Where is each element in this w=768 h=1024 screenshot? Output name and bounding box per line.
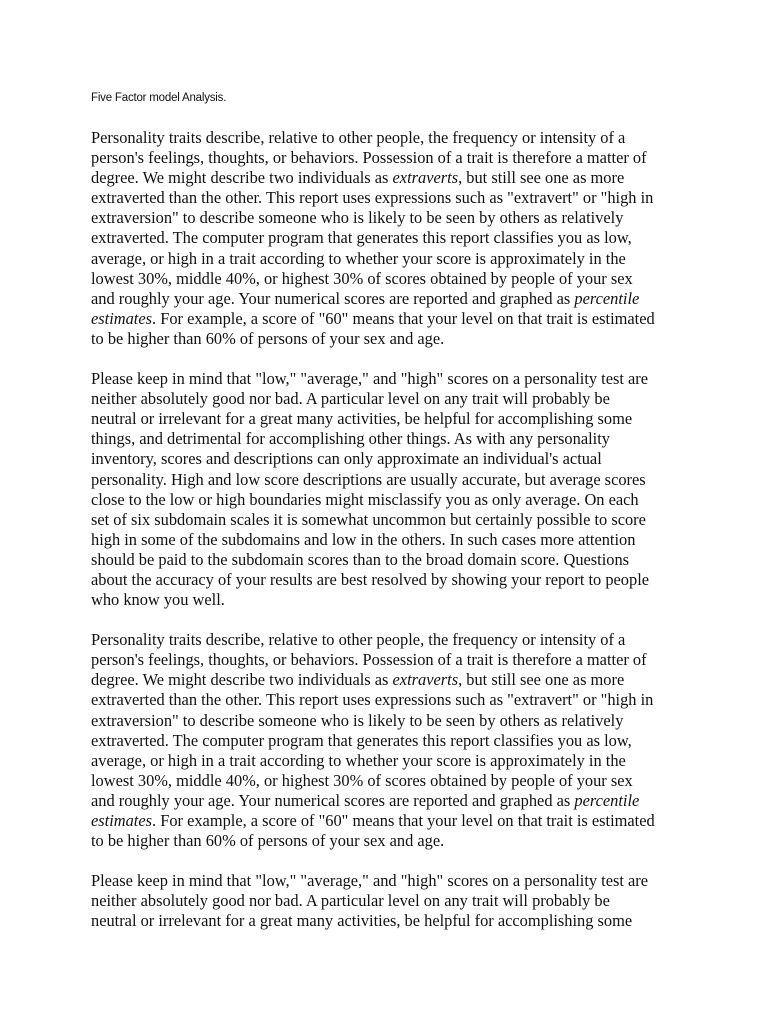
text-line <box>91 249 691 269</box>
italic-term: percentile <box>574 790 640 810</box>
text-run: lowest 30%, middle 40%, or highest 30% of scores obtained by people of your sex <box>91 268 633 288</box>
paragraph <box>91 369 691 610</box>
text-line <box>91 188 691 208</box>
text-run: neither absolutely good nor bad. A particular level on any trait will probably be <box>91 891 610 911</box>
text-run: set of six subdomain scales it is somewhat uncommon but certainly possible to score <box>91 509 646 529</box>
text-line <box>91 791 691 811</box>
text-run: close to the low or high boundaries might misclassify you as only average. On each <box>91 489 639 509</box>
text-run: Please keep in mind that "low," "average," and "high" scores on a personality test are <box>91 369 649 389</box>
paragraph <box>91 630 691 851</box>
text-line <box>91 490 691 510</box>
text-run: extraverted. The computer program that generates this report classifies you as low, <box>91 730 632 750</box>
text-run: extraversion" to describe someone who is likely to be seen by others as relatively <box>91 710 624 730</box>
text-run: , but still see one as more <box>458 168 625 188</box>
text-line <box>91 128 691 148</box>
text-run: . For example, a score of "60" means that your level on that trait is estimated <box>152 308 655 328</box>
text-run: to be higher than 60% of persons of your sex and age. <box>91 831 445 851</box>
text-run: degree. We might describe two individuals as <box>91 168 393 188</box>
text-line <box>91 911 691 931</box>
text-run: person's feelings, thoughts, or behaviors. Possession of a trait is therefore a matter of <box>91 148 647 168</box>
text-line <box>91 208 691 228</box>
text-line <box>91 389 691 409</box>
text-run: Personality traits describe, relative to other people, the frequency or intensity of a <box>91 128 626 147</box>
italic-term: estimates <box>91 308 153 328</box>
text-line <box>91 269 691 289</box>
text-line <box>91 168 691 188</box>
text-line <box>91 329 691 349</box>
text-line <box>91 148 691 168</box>
text-run: personality. High and low score descriptions are usually accurate, but average scores <box>91 469 646 489</box>
text-line <box>91 429 691 449</box>
text-run: things, and detrimental for accomplishing other things. As with any personality <box>91 429 610 449</box>
text-line <box>91 289 691 309</box>
paragraph <box>91 871 691 931</box>
text-line <box>91 891 691 911</box>
text-line <box>91 228 691 248</box>
italic-term: extraverts <box>392 670 459 690</box>
text-run: person's feelings, thoughts, or behaviors. Possession of a trait is therefore a matter of <box>91 650 647 670</box>
text-run: extraverted than the other. This report uses expressions such as "extravert" or "high in <box>91 690 654 710</box>
italic-term: estimates <box>91 811 153 830</box>
text-run: extraverted than the other. This report uses expressions such as "extravert" or "high in <box>91 188 654 208</box>
text-line <box>91 811 691 831</box>
text-run: who know you well. <box>91 590 225 610</box>
text-run: average, or high in a trait according to whether your score is approximately in the <box>91 750 626 770</box>
text-run: extraversion" to describe someone who is likely to be seen by others as relatively <box>91 208 624 228</box>
text-run: . For example, a score of "60" means that your level on that trait is estimated <box>152 811 655 830</box>
text-line <box>91 731 691 751</box>
text-line <box>91 771 691 791</box>
text-run: and roughly your age. Your numerical scores are reported and graphed as <box>91 790 575 810</box>
text-run: high in some of the subdomains and low in the others. In such cases more attention <box>91 529 636 549</box>
text-line <box>91 530 691 550</box>
text-line <box>91 751 691 771</box>
text-line <box>91 711 691 731</box>
text-line <box>91 871 691 891</box>
text-line <box>91 570 691 590</box>
text-line <box>91 670 691 690</box>
text-line <box>91 630 691 650</box>
text-run: extraverted. The computer program that generates this report classifies you as low, <box>91 228 632 248</box>
text-run: neutral or irrelevant for a great many activities, be helpful for accomplishing some <box>91 911 633 931</box>
text-line <box>91 369 691 389</box>
text-run: Personality traits describe, relative to other people, the frequency or intensity of a <box>91 630 626 650</box>
text-line <box>91 449 691 469</box>
text-run: inventory, scores and descriptions can only approximate an individual's actual <box>91 449 602 469</box>
italic-term: percentile <box>574 288 640 308</box>
text-line <box>91 690 691 710</box>
text-line <box>91 650 691 670</box>
text-run: to be higher than 60% of persons of your sex and age. <box>91 328 445 348</box>
text-run: average, or high in a trait according to whether your score is approximately in the <box>91 248 626 268</box>
italic-term: extraverts <box>392 168 459 188</box>
text-run: lowest 30%, middle 40%, or highest 30% of scores obtained by people of your sex <box>91 770 633 790</box>
text-line <box>91 831 691 851</box>
document-body <box>91 128 691 951</box>
text-run: neutral or irrelevant for a great many activities, be helpful for accomplishing some <box>91 409 633 429</box>
paragraph <box>91 128 691 349</box>
text-line <box>91 409 691 429</box>
text-line <box>91 470 691 490</box>
text-line <box>91 550 691 570</box>
text-run: neither absolutely good nor bad. A particular level on any trait will probably be <box>91 389 610 409</box>
text-run: and roughly your age. Your numerical scores are reported and graphed as <box>91 288 575 308</box>
text-line <box>91 309 691 329</box>
text-run: degree. We might describe two individuals as <box>91 670 393 690</box>
text-run: , but still see one as more <box>458 670 625 690</box>
text-run: about the accuracy of your results are best resolved by showing your report to people <box>91 569 650 589</box>
text-run: should be paid to the subdomain scores than to the broad domain score. Questions <box>91 549 630 569</box>
document-title: Five Factor model Analysis. <box>91 92 227 104</box>
text-line <box>91 510 691 530</box>
text-line <box>91 590 691 610</box>
text-run: Please keep in mind that "low," "average," and "high" scores on a personality test are <box>91 871 649 891</box>
